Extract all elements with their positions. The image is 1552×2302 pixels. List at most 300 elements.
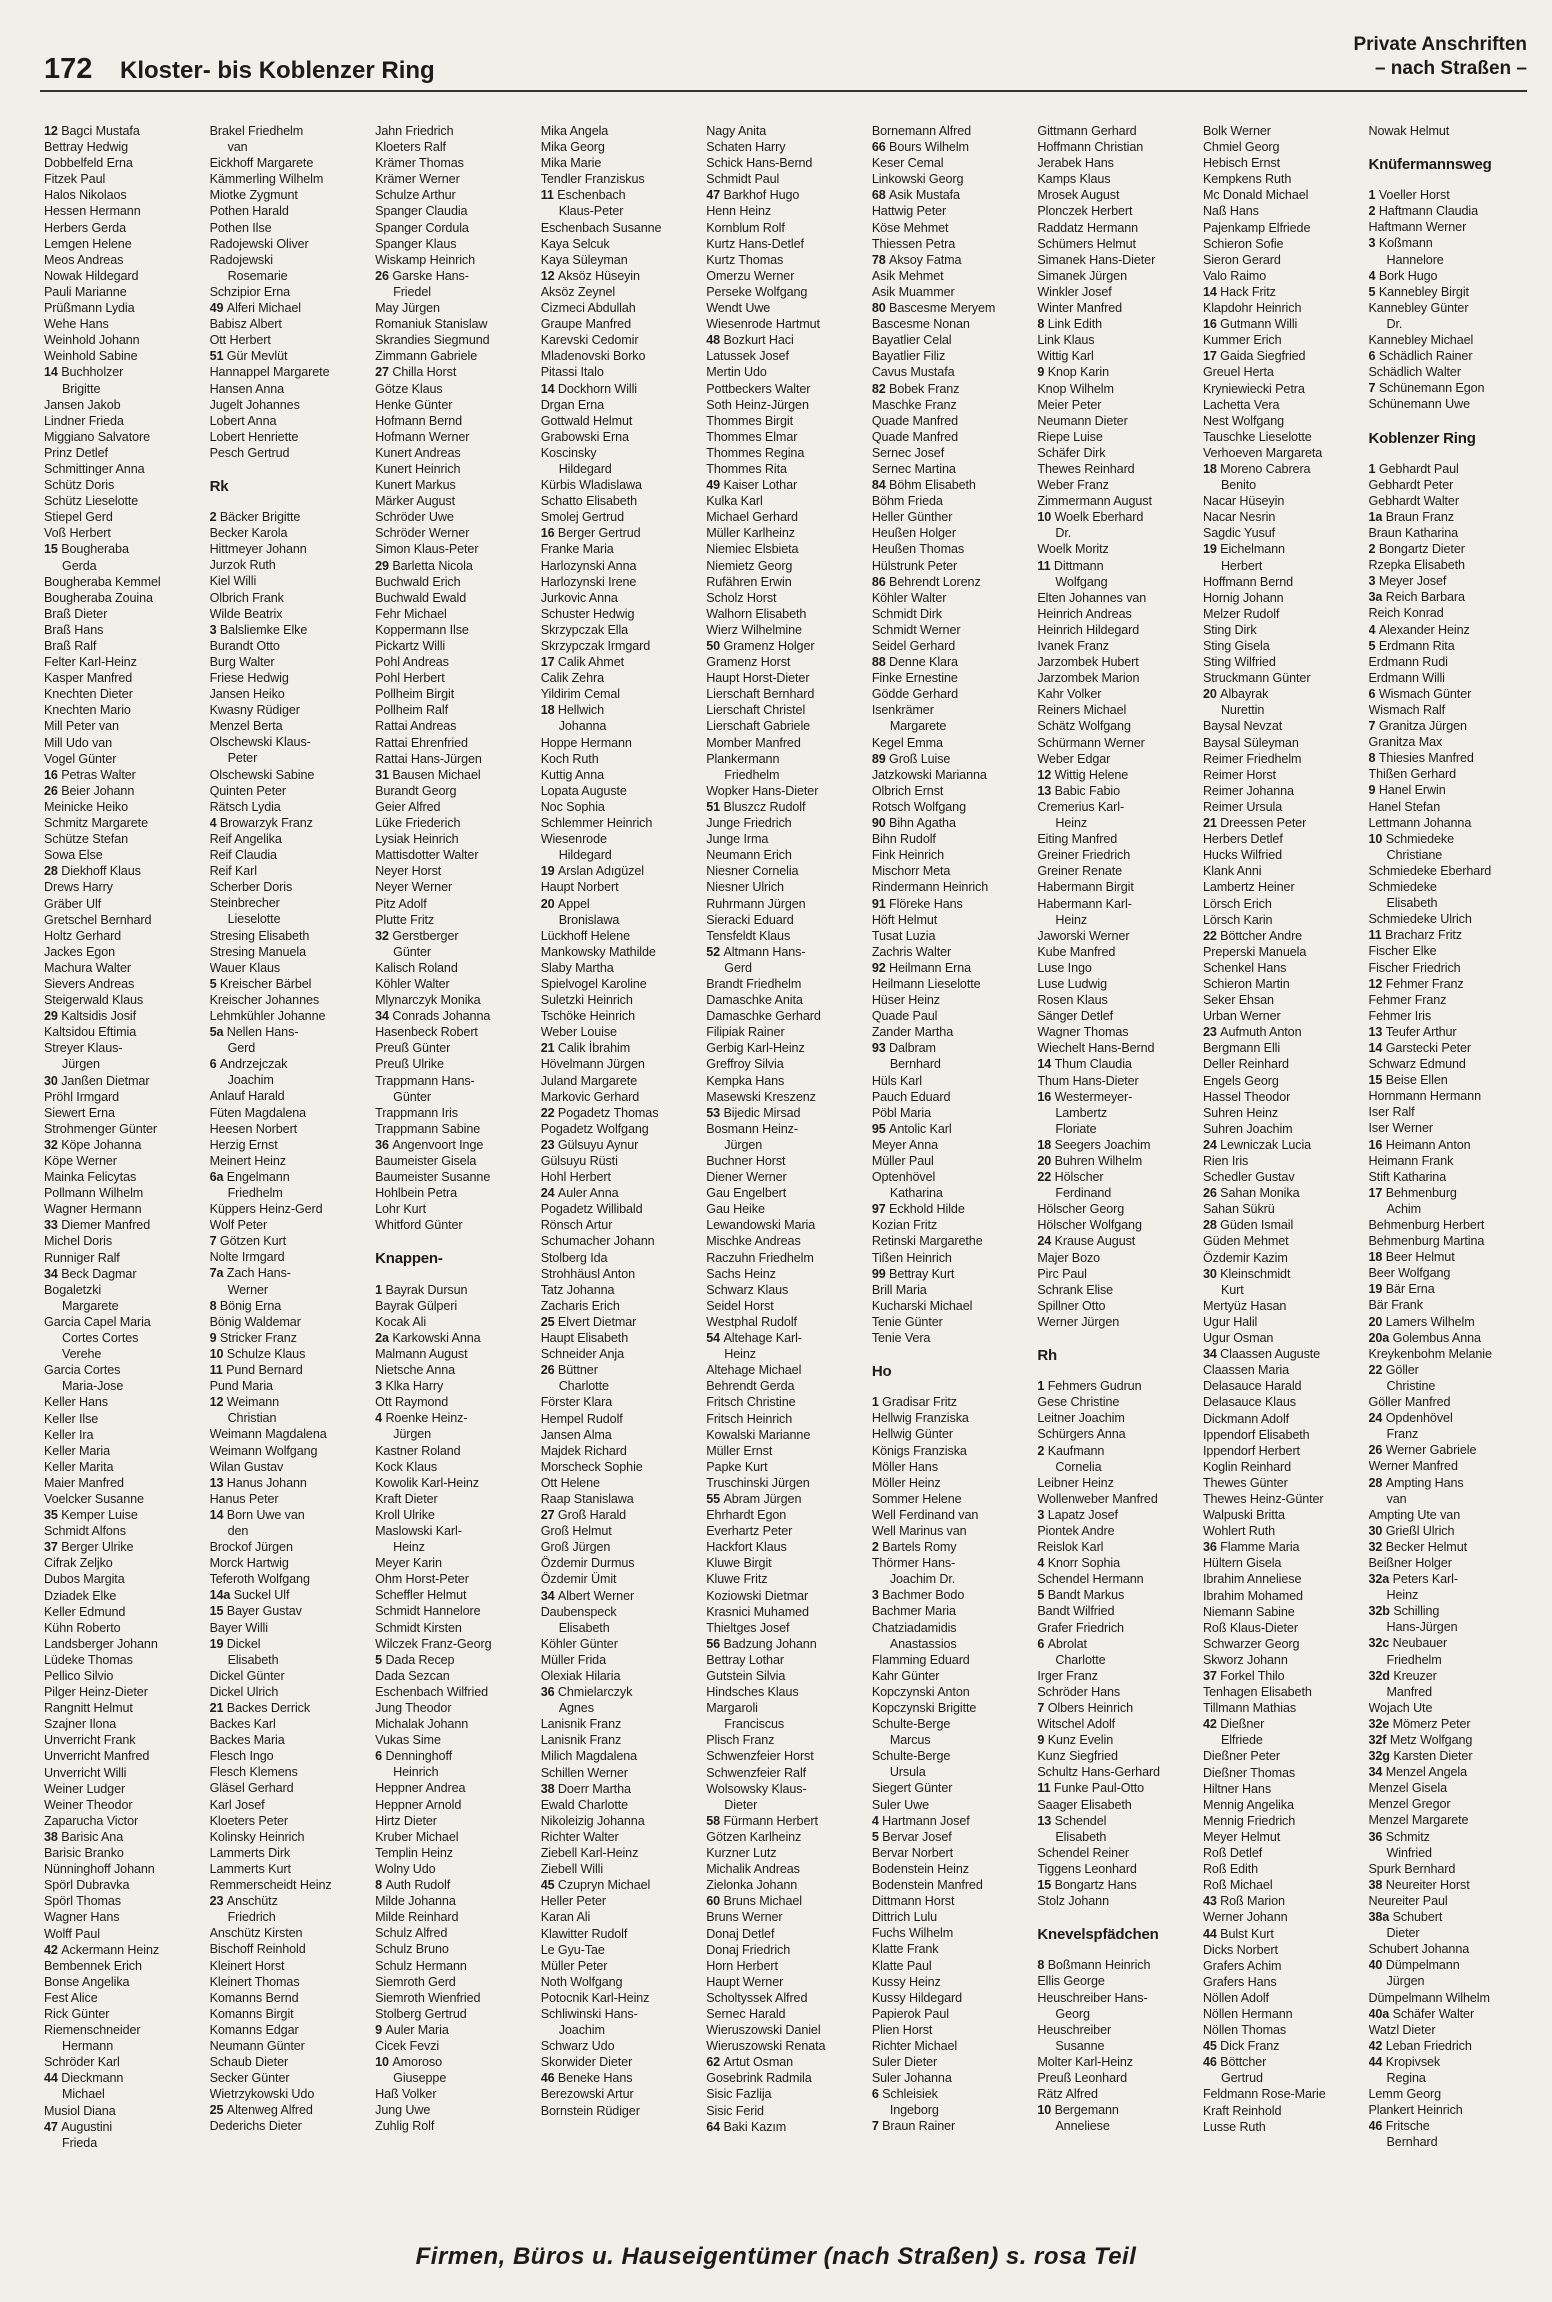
directory-entry xyxy=(1369,380,1535,396)
house-number: 97 xyxy=(871,1202,890,1217)
resident-name: Götzen Kurt xyxy=(219,1234,286,1249)
resident-name: Fehmers Gudrun xyxy=(1047,1379,1142,1394)
directory-entry: Raap Stanislawa xyxy=(540,1491,634,1506)
directory-entry xyxy=(1203,2054,1369,2070)
directory-entry xyxy=(1369,1748,1535,1764)
directory-entry xyxy=(1037,1732,1203,1748)
directory-entry: Quade Paul xyxy=(871,1009,938,1024)
directory-entry: Cavus Mustafa xyxy=(871,365,955,380)
street-heading: Rh xyxy=(1037,1347,1057,1365)
directory-entry: Friedhelm xyxy=(724,767,780,782)
house-number: 19 xyxy=(540,864,558,879)
resident-name: Beise Ellen xyxy=(1385,1073,1448,1088)
directory-entry xyxy=(1037,316,1203,332)
directory-entry: Feldmann Rose-Marie xyxy=(1202,2087,1326,2102)
directory-entry: Hempel Rudolf xyxy=(540,1411,623,1426)
resident-name: Eckhold Hilde xyxy=(889,1202,965,1217)
directory-entry: Steinbrecher xyxy=(209,896,280,911)
directory-entry: Burandt Georg xyxy=(375,783,457,798)
house-number: 3 xyxy=(375,1379,386,1394)
resident-name: Barisic Ana xyxy=(61,1829,124,1844)
directory-entry xyxy=(1037,1957,1203,1973)
directory-entry: Menzel Berta xyxy=(209,719,283,734)
directory-entry: Sernec Josef xyxy=(871,445,945,460)
house-number: 82 xyxy=(871,381,890,396)
directory-entry: Bogaletzki xyxy=(44,1282,102,1297)
directory-entry: Heinrich xyxy=(393,1765,439,1780)
directory-entry: Reimer Ursula xyxy=(1202,799,1283,814)
house-number: 3 xyxy=(1368,574,1379,589)
directory-entry: Milde Johanna xyxy=(375,1894,456,1909)
resident-name: Angenvoort Inge xyxy=(392,1137,484,1152)
directory-entry: Sievers Andreas xyxy=(44,976,135,991)
directory-entry: Calik Zehra xyxy=(540,671,604,686)
directory-entry: Hittmeyer Johann xyxy=(209,542,307,557)
directory-entry: Schwarz Edmund xyxy=(1368,1057,1466,1072)
directory-entry: Heuschreiber Hans- xyxy=(1037,1990,1148,2005)
directory-entry xyxy=(375,2054,541,2070)
directory-entry: Hültern Gisela xyxy=(1202,1556,1282,1571)
directory-entry: Niemann Sabine xyxy=(1202,1604,1295,1619)
directory-entry: Skrzypczak Ella xyxy=(540,622,629,637)
directory-entry: Jürgen xyxy=(62,1057,100,1072)
directory-entry xyxy=(1369,1410,1535,1426)
resident-name: Voeller Horst xyxy=(1378,188,1450,203)
house-number: 18 xyxy=(1202,461,1221,476)
street-heading: Knüfermannsweg xyxy=(1368,156,1492,174)
directory-entry xyxy=(44,1539,210,1555)
directory-entry xyxy=(375,1378,541,1394)
directory-entry: Bornemann Alfred xyxy=(871,124,972,138)
directory-entry: Truschinski Jürgen xyxy=(706,1475,810,1490)
directory-entry: Floriate xyxy=(1055,1121,1097,1136)
directory-entry: Voelcker Susanne xyxy=(44,1491,144,1506)
directory-entry: Hohlbein Petra xyxy=(375,1186,458,1201)
house-number: 14 xyxy=(1202,284,1221,299)
directory-entry: Knechten Dieter xyxy=(44,687,133,702)
directory-entry: Beißner Holger xyxy=(1368,1555,1452,1570)
directory-entry xyxy=(872,1040,1038,1056)
directory-entry: Wagner Thomas xyxy=(1037,1025,1129,1040)
directory-entry xyxy=(1203,316,1369,332)
directory-entry: Schmidt Paul xyxy=(706,172,780,187)
directory-entry: Gese Christine xyxy=(1037,1395,1120,1410)
directory-entry: Papke Kurt xyxy=(706,1459,768,1474)
resident-name: Menzel Angela xyxy=(1385,1765,1468,1780)
directory-entry xyxy=(872,896,1038,912)
directory-entry: Meier Peter xyxy=(1037,397,1102,412)
directory-entry: Wolsowsky Klaus- xyxy=(706,1781,807,1796)
directory-entry: Schröder Hans xyxy=(1037,1684,1121,1699)
house-number: 44 xyxy=(1202,1926,1221,1941)
directory-entry: Pund Maria xyxy=(209,1379,273,1394)
resident-name: Antolic Karl xyxy=(889,1121,952,1136)
directory-entry: Bergmann Elli xyxy=(1202,1041,1281,1056)
directory-entry: Preuß Günter xyxy=(375,1041,451,1056)
directory-entry: Zacharis Erich xyxy=(540,1298,620,1313)
directory-entry: Kunert Markus xyxy=(375,478,456,493)
house-number: 6 xyxy=(1368,349,1379,364)
directory-entry: Schulz Alfred xyxy=(375,1926,448,1941)
directory-entry: Quade Manfred xyxy=(871,429,959,444)
directory-entry: Wopker Hans-Dieter xyxy=(706,783,819,798)
directory-entry: Wohlert Ruth xyxy=(1202,1524,1276,1539)
directory-entry: Nikoleizig Johanna xyxy=(540,1813,645,1828)
resident-name: Calik İbrahim xyxy=(557,1041,631,1056)
directory-entry xyxy=(1037,1137,1203,1153)
directory-entry xyxy=(210,1024,376,1040)
directory-entry: Erdmann Willi xyxy=(1368,670,1445,685)
resident-name: Elvert Dietmar xyxy=(557,1314,637,1329)
directory-entry: Schumacher Johann xyxy=(540,1234,655,1249)
house-number: 17 xyxy=(540,655,558,670)
house-number: 68 xyxy=(871,188,890,203)
directory-entry: Hassel Theodor xyxy=(1202,1089,1291,1104)
directory-entry: Bernhard xyxy=(1386,2135,1438,2150)
directory-entry xyxy=(706,2119,872,2135)
directory-entry: Pilger Heinz-Dieter xyxy=(44,1685,148,1700)
directory-entry xyxy=(1203,541,1369,557)
house-number: 12 xyxy=(1368,976,1386,991)
house-number: 4 xyxy=(209,815,220,830)
directory-entry xyxy=(1369,976,1535,992)
resident-name: Pund Bernard xyxy=(226,1363,303,1378)
directory-entry: Müller Peter xyxy=(540,1958,608,1973)
directory-entry: Tillmann Mathias xyxy=(1202,1701,1297,1716)
house-number: 29 xyxy=(44,1009,62,1024)
directory-entry xyxy=(1203,1668,1369,1684)
resident-name: Weimann xyxy=(226,1395,280,1410)
directory-entry: Maschke Franz xyxy=(871,397,957,412)
directory-entry xyxy=(706,1491,872,1507)
resident-name: Schmiedeke xyxy=(1385,831,1455,846)
directory-entry xyxy=(1037,1056,1203,1072)
directory-entry: Kempkens Ruth xyxy=(1202,172,1292,187)
directory-entry xyxy=(1369,1957,1535,1973)
directory-entry xyxy=(44,1266,210,1282)
directory-entry: Thewes Reinhard xyxy=(1037,461,1135,476)
directory-entry: Olschewski Sabine xyxy=(209,767,315,782)
directory-entry xyxy=(1369,1185,1535,1201)
directory-entry: Menzel Gisela xyxy=(1368,1781,1447,1796)
directory-entry: Bernhard xyxy=(889,1057,941,1072)
house-number: 51 xyxy=(706,799,724,814)
house-number: 7 xyxy=(1368,719,1379,734)
directory-entry: Niemietz Georg xyxy=(706,558,793,573)
directory-entry: Jarzombek Hubert xyxy=(1037,655,1139,670)
directory-entry: Burandt Otto xyxy=(209,638,280,653)
directory-entry: Ippendorf Herbert xyxy=(1202,1443,1300,1458)
directory-entry: Nöllen Hermann xyxy=(1202,2006,1293,2021)
directory-entry: Thommes Regina xyxy=(706,445,805,460)
directory-entry: Pollmann Wilhelm xyxy=(44,1186,144,1201)
directory-entry: Ugur Halil xyxy=(1202,1314,1258,1329)
directory-entry: Gosebrink Radmila xyxy=(706,2071,812,2086)
resident-name: Balsliemke Elke xyxy=(219,622,308,637)
directory-entry: Schröder Werner xyxy=(375,526,470,541)
directory-entry: Spanger Claudia xyxy=(375,204,468,219)
directory-column xyxy=(375,123,541,2218)
house-number: 48 xyxy=(706,333,724,348)
directory-entry: Winkler Josef xyxy=(1037,284,1112,299)
directory-entry: Schütze Stefan xyxy=(44,832,129,847)
directory-entry: Siemroth Wienfried xyxy=(375,1990,481,2005)
directory-entry: Olbrich Frank xyxy=(209,590,284,605)
resident-name: Forkel Thilo xyxy=(1220,1669,1285,1683)
directory-entry: Michel Doris xyxy=(44,1234,113,1249)
resident-name: Chilla Horst xyxy=(392,365,457,380)
directory-entry: Niemiec Elsbieta xyxy=(706,542,799,557)
directory-entry: Koglin Reinhard xyxy=(1202,1459,1292,1474)
directory-entry: Rattai Hans-Jürgen xyxy=(375,751,482,766)
house-number: 32b xyxy=(1368,1604,1394,1619)
directory-entry: Schmidt Alfons xyxy=(44,1524,126,1539)
directory-entry: Georg xyxy=(1055,2006,1090,2021)
directory-entry: Buchwald Ewald xyxy=(375,590,467,605)
house-number: 37 xyxy=(44,1540,62,1555)
directory-entry xyxy=(210,509,376,525)
resident-name: Schäfer Walter xyxy=(1392,2006,1475,2021)
resident-name: Zach Hans- xyxy=(226,1266,291,1281)
directory-entry: Gau Engelbert xyxy=(706,1186,787,1201)
resident-name: Böttcher xyxy=(1220,2055,1267,2070)
directory-entry: Ohm Horst-Peter xyxy=(375,1572,469,1587)
directory-entry: Köhler Günter xyxy=(540,1636,618,1651)
directory-entry: Hofmann Werner xyxy=(375,429,470,444)
directory-entry: Hohl Herbert xyxy=(540,1170,611,1185)
resident-name: Bergemann xyxy=(1054,2103,1119,2118)
directory-entry: Zielonka Johann xyxy=(706,1878,798,1893)
directory-entry: Babisz Albert xyxy=(209,317,282,332)
directory-entry: Ursula xyxy=(889,1765,926,1780)
directory-entry: Bolk Werner xyxy=(1202,124,1271,138)
house-number: 6 xyxy=(1037,1636,1048,1651)
directory-entry: Seidel Gerhard xyxy=(871,639,956,653)
directory-entry: Göller Manfred xyxy=(1368,1395,1451,1410)
directory-entry: Szajner Ilona xyxy=(44,1717,117,1732)
directory-entry xyxy=(1369,1362,1535,1378)
directory-entry: Wiskamp Heinrich xyxy=(375,252,475,267)
resident-name: Garstecki Peter xyxy=(1385,1040,1472,1055)
directory-entry: Jurkovic Anna xyxy=(540,590,618,605)
directory-entry xyxy=(210,1298,376,1314)
directory-entry: Schütz Lieselotte xyxy=(44,494,139,509)
directory-entry: Rattai Andreas xyxy=(375,719,457,734)
page-number: 172 xyxy=(44,53,93,85)
resident-name: Mömerz Peter xyxy=(1392,1716,1471,1731)
house-number: 22 xyxy=(1037,1170,1055,1185)
directory-entry xyxy=(375,1282,541,1298)
directory-entry: Seker Ehsan xyxy=(1202,993,1274,1008)
resident-name: Sahan Monika xyxy=(1220,1186,1300,1201)
resident-name: Neureiter Horst xyxy=(1385,1877,1470,1892)
house-number: 9 xyxy=(375,2022,386,2037)
resident-name: Büttner xyxy=(557,1363,598,1378)
directory-entry: Lückhoff Helene xyxy=(540,928,630,943)
directory-entry: Steigerwald Klaus xyxy=(44,993,144,1008)
resident-name: Bettray Kurt xyxy=(889,1266,955,1281)
directory-entry: Klank Anni xyxy=(1202,864,1262,879)
directory-entry: Kleinert Horst xyxy=(209,1958,285,1973)
house-number: 26 xyxy=(44,783,62,798)
directory-entry: Papierok Paul xyxy=(871,2006,949,2021)
directory-entry: Kamps Klaus xyxy=(1037,172,1111,187)
directory-entry: Gülsuyu Rüsti xyxy=(540,1154,618,1168)
directory-entry: Unverricht Frank xyxy=(44,1733,136,1748)
directory-entry xyxy=(210,1636,376,1652)
directory-entry: Nowak Hildegard xyxy=(44,268,139,283)
directory-entry: Thum Hans-Dieter xyxy=(1037,1073,1139,1088)
house-number: 4 xyxy=(871,1813,883,1828)
resident-name: Dieckmann xyxy=(61,2071,124,2086)
directory-entry xyxy=(375,1330,541,1346)
directory-entry: Jansen Jakob xyxy=(44,397,121,412)
resident-name: Thiesies Manfred xyxy=(1378,751,1474,766)
directory-entry: Krämer Thomas xyxy=(375,156,464,171)
directory-entry xyxy=(872,1201,1038,1217)
directory-entry xyxy=(44,1073,210,1089)
house-number: 52 xyxy=(706,944,724,959)
directory-entry: Hucks Wilfried xyxy=(1202,848,1283,863)
directory-entry xyxy=(1037,2102,1203,2118)
house-number: 4 xyxy=(1037,1556,1048,1571)
house-number: 11 xyxy=(1037,558,1054,573)
directory-entry xyxy=(541,1105,707,1121)
directory-entry: Schwarz Klaus xyxy=(706,1282,789,1297)
directory-entry xyxy=(541,863,707,879)
directory-entry: Keller Maria xyxy=(44,1443,110,1458)
directory-entry: Sting Dirk xyxy=(1202,622,1257,637)
directory-entry: Weiner Ludger xyxy=(44,1781,126,1796)
directory-entry: Plonczek Herbert xyxy=(1037,204,1133,219)
house-number: 46 xyxy=(540,2071,558,2086)
directory-entry: Donaj Friedrich xyxy=(706,1942,791,1957)
directory-entry: Schädlich Walter xyxy=(1368,365,1461,380)
directory-entry: Leitner Joachim xyxy=(1037,1411,1125,1426)
directory-entry: Neureiter Paul xyxy=(1368,1893,1448,1908)
house-number: 40 xyxy=(1368,1958,1386,1973)
directory-entry: Gerd xyxy=(227,1041,256,1056)
directory-entry: Kaya Selcuk xyxy=(540,236,610,251)
directory-entry: Greiner Friedrich xyxy=(1037,848,1131,863)
spacer xyxy=(1369,139,1535,145)
directory-entry: Retinski Margarethe xyxy=(871,1234,983,1249)
directory-entry: Dicks Norbert xyxy=(1202,1942,1278,1957)
directory-entry xyxy=(44,2119,210,2135)
resident-name: Bougheraba xyxy=(61,542,129,557)
directory-entry: Reimer Johanna xyxy=(1202,783,1294,798)
directory-entry: Cizmeci Abdullah xyxy=(540,301,636,316)
directory-entry: Voß Herbert xyxy=(44,526,111,541)
directory-entry: Simon Klaus-Peter xyxy=(375,542,479,557)
directory-entry: Wolny Udo xyxy=(375,1861,436,1876)
house-number: 58 xyxy=(706,1813,724,1828)
directory-entry xyxy=(1369,718,1535,734)
resident-name: Dalbram xyxy=(889,1041,936,1056)
directory-entry: Eschenbach Wilfried xyxy=(375,1684,489,1699)
directory-entry: Heppner Arnold xyxy=(375,1797,462,1812)
directory-entry: Schmitz Margarete xyxy=(44,816,148,831)
directory-entry: Buchwald Erich xyxy=(375,574,461,589)
directory-entry xyxy=(541,268,707,284)
directory-entry: Haß Volker xyxy=(375,2087,437,2102)
house-number: 29 xyxy=(375,558,393,573)
directory-entry: Morck Hartwig xyxy=(209,1556,289,1571)
directory-column xyxy=(44,123,210,2218)
directory-entry: Schürmann Werner xyxy=(1037,735,1145,750)
resident-name: Fürmann Herbert xyxy=(723,1813,818,1828)
directory-entry: Ivanek Franz xyxy=(1037,639,1109,653)
directory-entry: Sahan Sükrü xyxy=(1202,1202,1275,1217)
directory-entry: Reif Angelika xyxy=(209,831,282,846)
house-number: 13 xyxy=(1368,1024,1386,1039)
directory-entry: Mattisdotter Walter xyxy=(375,848,479,863)
directory-entry: Anschütz Kirsten xyxy=(209,1926,303,1941)
resident-name: Hölscher xyxy=(1054,1170,1104,1185)
directory-entry: Marcus xyxy=(889,1733,931,1748)
directory-entry: Pohl Andreas xyxy=(375,655,449,670)
directory-entry: Gramenz Horst xyxy=(706,655,791,670)
directory-entry xyxy=(44,767,210,783)
directory-entry: Lopata Auguste xyxy=(540,783,627,798)
directory-entry: Simanek Jürgen xyxy=(1037,268,1127,283)
directory-entry: Wehe Hans xyxy=(44,317,109,332)
spacer xyxy=(1037,1330,1203,1336)
directory-entry: Bayer Willi xyxy=(209,1620,268,1635)
directory-entry: Schieron Sofie xyxy=(1202,236,1284,251)
directory-entry: Lemm Georg xyxy=(1368,2087,1441,2102)
resident-name: Kreischer Bärbel xyxy=(219,976,312,991)
directory-entry: Fehmer Iris xyxy=(1368,1008,1432,1023)
directory-entry: Lindner Frieda xyxy=(44,413,124,428)
directory-entry: Lierschaft Bernhard xyxy=(706,687,815,702)
directory-entry: Spielvogel Karoline xyxy=(540,976,647,991)
directory-entry: Hülstrunk Peter xyxy=(871,558,958,573)
house-number: 20 xyxy=(1202,687,1221,702)
section-heading-line2: – nach Straßen – xyxy=(1374,58,1527,79)
house-number: 16 xyxy=(540,526,558,541)
directory-entry: Kwasny Rüdiger xyxy=(209,703,300,718)
house-number: 14 xyxy=(540,381,558,396)
house-number: 9 xyxy=(1037,1733,1048,1748)
directory-entry xyxy=(210,1056,376,1072)
directory-entry: Kunert Heinrich xyxy=(375,461,461,476)
house-number: 36 xyxy=(540,1685,558,1700)
directory-entry: Günter xyxy=(393,1089,432,1104)
directory-entry: Nünninghoff Johann xyxy=(44,1862,155,1877)
directory-entry: Olbrich Ernst xyxy=(871,783,944,798)
directory-entry: Urban Werner xyxy=(1202,1009,1281,1024)
directory-entry: Möller Heinz xyxy=(871,1475,941,1490)
directory-entry xyxy=(375,558,541,574)
directory-entry xyxy=(1037,1233,1203,1249)
directory-entry: Wieruszowski Renata xyxy=(706,2039,826,2054)
directory-entry: Rangnitt Helmut xyxy=(44,1701,133,1716)
spacer xyxy=(872,1346,1038,1352)
directory-entry xyxy=(1037,1877,1203,1893)
resident-name: Granitza Jürgen xyxy=(1378,719,1467,734)
directory-entry: Mischorr Meta xyxy=(871,864,951,879)
directory-entry: Dittmann Horst xyxy=(871,1894,955,1909)
resident-name: Göller xyxy=(1385,1362,1419,1377)
house-number: 8 xyxy=(209,1298,220,1313)
directory-entry: Secker Günter xyxy=(209,2071,290,2086)
directory-entry: Wendt Uwe xyxy=(706,301,771,316)
directory-entry: Elten Johannes van xyxy=(1037,590,1147,605)
resident-name: Bachmer Bodo xyxy=(882,1588,965,1603)
directory-entry: Verehe xyxy=(62,1347,102,1362)
directory-entry: Jürgen xyxy=(1386,1974,1425,1989)
